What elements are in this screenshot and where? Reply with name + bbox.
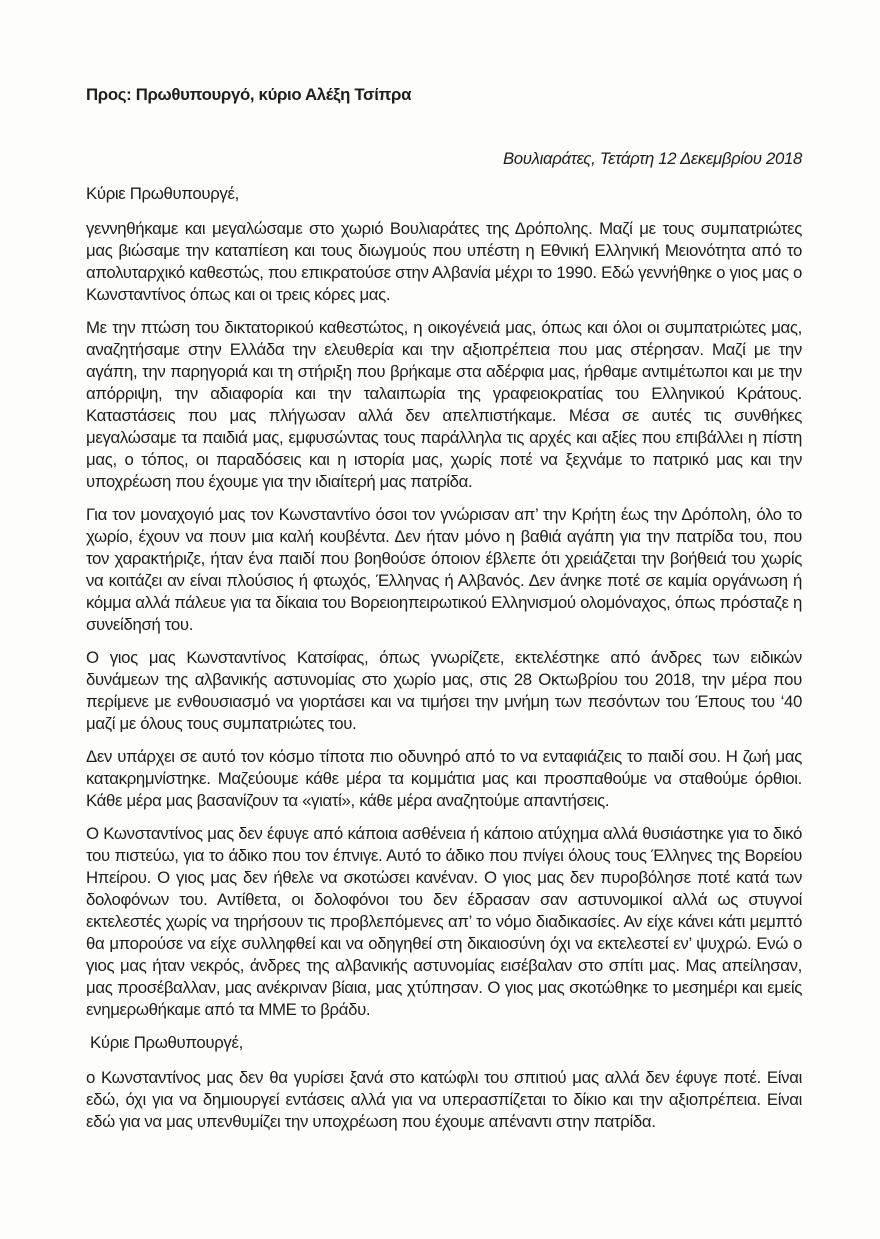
letter-paragraph: Για τον μοναχογιό μας τον Κωνσταντίνο όσοι τον γνώρισαν απ’ την Κρήτη έως την Δρόπολη, όλο το χωρίο, έχουν να πουν μια καλή κουβέντα. Δεν ήταν μόνο η βαθιά αγάπη για την πατρίδα του, που τον χαρακτήριζε, ήταν ένα παιδί που βοηθούσε όποιον έβλεπε ότι χρειάζεται την βοήθειά του χωρίς να κοιτάζει αν είναι πλούσιος ή φτωχός, Έλληνας ή Αλβανός. Δεν άνηκε ποτέ σε καμία οργάνωση ή κόμμα αλλά πάλευε για τα δίκαια του Βορειοηπειρωτικού Ελληνισμού ολομόναχος, όπως πρόσταζε η συνείδησή του. [86, 505, 802, 634]
letter-paragraph: Ο Κωνσταντίνος μας δεν έφυγε από κάποια ασθένεια ή κάποιο ατύχημα αλλά θυσιάστηκε για το δικό του πιστεύω, για το άδικο που τον έπνιγε. Αυτό το άδικο που πνίγει όλους τους Έλληνες της Βορείου Ηπείρου. Ο γιος μας δεν ήθελε να σκοτώσει κανέναν. Ο γιος μας δεν πυροβόλησε ποτέ κατά των δολοφόνων του. Αντίθετα, οι δολοφόνοι του δεν έδρασαν σαν αστυνομικοί αλλά ως στυγνοί εκτελεστές χωρίς να τηρήσουν τις προβλεπόμενες απ’ το νόμο διαδικασίες. Αν είχε κάνει κάτι μεμπτό θα μπορούσε να είχε συλληφθεί και να οδηγηθεί στη δικαιοσύνη όχι να εκτελεστεί εν’ ψυχρώ. Ενώ ο γιος μας ήταν νεκρός, άνδρες της αλβανικής αστυνομίας εισέβαλαν στο σπίτι μας. Μας απείλησαν, μας προσέβαλλαν, μας ανέκριναν βίαια, μας χτύπησαν. Ο γιος μας σκοτώθηκε το μεσημέρι και εμείς ενημερωθήκαμε από τα ΜΜΕ το βράδυ. [86, 824, 802, 1019]
letter-paragraph: Ο γιος μας Κωνσταντίνος Κατσίφας, όπως γνωρίζετε, εκτελέστηκε από άνδρες των ειδικών δυνάμεων της αλβανικής αστυνομίας στο χωρίο μας, στις 28 Οκτωβρίου του 2018, την μέρα που περίμενε με ενθουσιασμό να γιορτάσει και να τιμήσει την μνήμη των πεσόντων του Έπους του ‘40 μαζί με όλους τους συμπατριώτες του. [86, 648, 802, 733]
salutation-second: Κύριε Πρωθυπουργέ, [90, 1033, 243, 1052]
letter-paragraph: γεννηθήκαμε και μεγαλώσαμε στο χωριό Βουλιαράτες της Δρόπολης. Μαζί με τους συμπατριώτες μας βιώσαμε την καταπίεση και τους διωγμούς που υπέστη η Εθνική Ελληνική Μειονότητα από το απολυταρχικό καθεστώς, που επικρατούσε στην Αλβανία μέχρι το 1990. Εδώ γεννήθηκε ο γιος μας ο Κωνσταντίνος όπως και οι τρεις κόρες μας. [86, 219, 802, 304]
letter-paragraph: ο Κωνσταντίνος μας δεν θα γυρίσει ξανά στο κατώφλι του σπιτιού μας αλλά δεν έφυγε ποτέ. Είναι εδώ, όχι για να δημιουργεί εντάσεις αλλά για να υπερασπίζεται το δίκιο και την αξιοπρέπεια. Είναι εδώ για να μας υπενθυμίζει την υποχρέωση που έχουμε απέναντι στην πατρίδα. [86, 1068, 802, 1131]
recipient-line: Προς: Πρωθυπουργό, κύριο Αλέξη Τσίπρα [86, 85, 412, 104]
letter-paragraph: Με την πτώση του δικτατορικού καθεστώτος, η οικογένειά μας, όπως και όλοι οι συμπατριώτες μας, αναζητήσαμε στην Ελλάδα την ελευθερία και την αξιοπρέπεια που μας στέρησαν. Μαζί με την αγάπη, την παρηγοριά και τη στήριξη που βρήκαμε στα αδέρφια μας, ήρθαμε αντιμέτωποι και με την απόρριψη, την αδιαφορία και την ταλαιπωρία της γραφειοκρατίας του Ελληνικού Κράτους. Καταστάσεις που μας πλήγωσαν αλλά δεν απελπιστήκαμε. Μέσα σε αυτές τις συνθήκες μεγαλώσαμε τα παιδιά μας, εμφυσώντας τους παράλληλα τις αρχές και αξίες που επιβάλλει η πίστη μας, ο τόπος, οι παραδόσεις και η ιστορία μας, χωρίς ποτέ να ξεχνάμε το πατρικό μας και την υποχρέωση που έχουμε για την ιδιαίτερή μας πατρίδα. [86, 318, 802, 491]
salutation-first: Κύριε Πρωθυπουργέ, [86, 184, 239, 203]
date-line: Βουλιαράτες, Τετάρτη 12 Δεκεμβρίου 2018 [502, 149, 802, 168]
letter-paragraph: Δεν υπάρχει σε αυτό τον κόσμο τίποτα πιο οδυνηρό από το να ενταφιάζεις το παιδί σου. Η ζωή μας κατακρημνίστηκε. Μαζεύουμε κάθε μέρα τα κομμάτια μας και προσπαθούμε να σταθούμε όρθιοι. Κάθε μέρα μας βασανίζουν τα «γιατί», κάθε μέρα αναζητούμε απαντήσεις. [86, 747, 802, 810]
